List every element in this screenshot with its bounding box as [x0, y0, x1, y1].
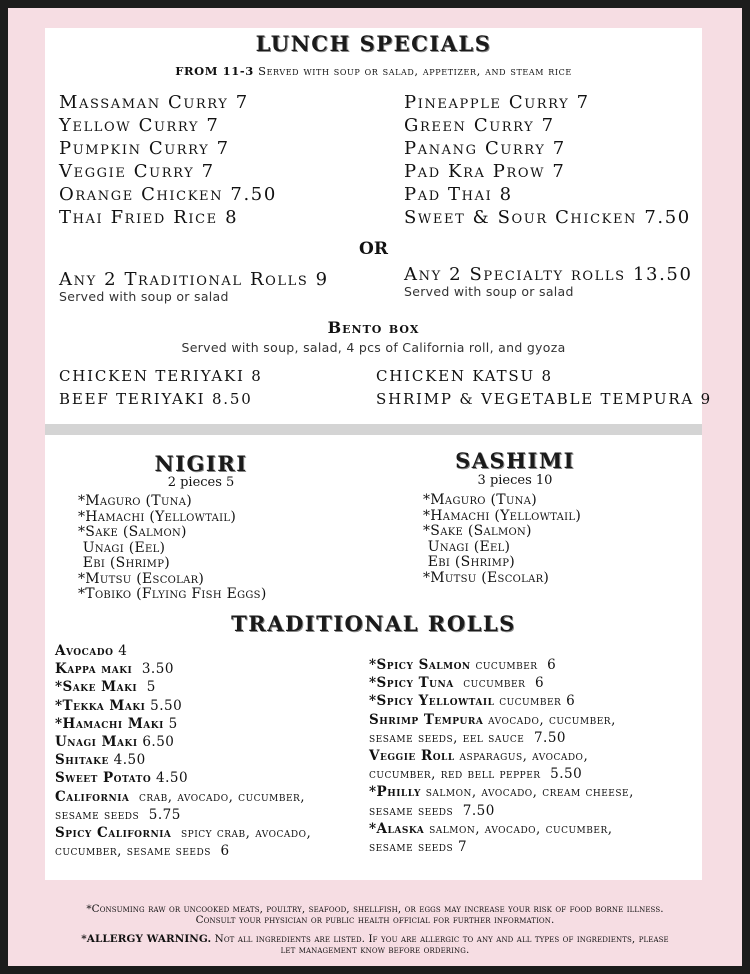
roll-desc: 4 [113, 643, 128, 659]
roll-name: *Tekka Maki [55, 697, 146, 714]
bento-item: CHICKEN TERIYAKI 8 [59, 367, 263, 385]
lunch-item: Orange Chicken 7.50 [59, 184, 277, 205]
roll-item [55, 788, 311, 806]
nigiri-item: *Mutsu (Escolar) [78, 570, 205, 587]
roll-name: *Alaska [369, 820, 425, 837]
roll-name: Sweet Potato [55, 770, 152, 787]
nigiri-item: *Hamachi (Yellowtail) [78, 508, 237, 525]
consumption-warning [8, 904, 742, 926]
allergy-warning [8, 934, 742, 956]
roll-desc: spicy crab, avocado, [171, 825, 312, 842]
sashimi-item: *Hamachi (Yellowtail) [423, 507, 582, 524]
roll-name: Shitake [55, 752, 109, 769]
roll-item [55, 642, 311, 660]
lunch-specials-title: LUNCH SPECIALS [255, 31, 492, 56]
roll-item [369, 692, 634, 710]
roll-item [55, 824, 311, 842]
roll-item [55, 806, 311, 824]
lunch-item: Panang Curry 7 [404, 138, 566, 159]
roll-desc: 5 [137, 679, 156, 696]
lunch-right-column [404, 91, 691, 229]
nigiri-item: *Tobiko (Flying Fish Eggs) [78, 586, 267, 602]
roll-name: Avocado [55, 643, 114, 659]
roll-item [369, 765, 634, 783]
roll-desc: 4.50 [151, 770, 189, 787]
rolls-right-column [369, 656, 634, 856]
roll-item [369, 747, 634, 765]
roll-desc: sesame seeds, eel sauce 7.50 [369, 729, 567, 746]
roll-desc: sesame seeds 7.50 [369, 802, 495, 819]
nigiri-list [78, 494, 267, 603]
lunch-item: Thai Fried Rice 8 [59, 207, 239, 228]
roll-desc: 5 [163, 715, 178, 732]
roll-name: Spicy California [55, 825, 172, 842]
roll-name: Shrimp Tempura [369, 711, 484, 728]
roll-desc: sesame seeds 5.75 [55, 806, 181, 823]
roll-item [55, 733, 311, 751]
roll-item [369, 674, 634, 692]
lunch-item: Massaman Curry 7 [59, 92, 249, 113]
bento-item: BEEF TERIYAKI 8.50 [59, 390, 253, 408]
sashimi-item: *Maguro (Tuna) [423, 492, 538, 508]
nigiri-item: *Maguro (Tuna) [78, 493, 193, 509]
roll-name: *Sake Maki [55, 679, 138, 696]
consumption-warning-line: *Consuming raw or uncooked meats, poultry, seafood, shellfish, or eggs may increase your risk of food borne illness. [86, 903, 664, 915]
lunch-item: Pumpkin Curry 7 [59, 138, 230, 159]
lunch-item: Pineapple Curry 7 [404, 92, 590, 113]
menu-page [8, 8, 742, 966]
sashimi-item: Ebi (Shrimp) [423, 554, 516, 570]
bento-item: SHRIMP & VEGETABLE TEMPURA 9 [376, 390, 712, 408]
roll-desc: cucumber, red bell pepper 5.50 [369, 766, 583, 783]
roll-name: *Spicy Yellowtail [369, 693, 495, 710]
sashimi-price: 3 pieces 10 [477, 473, 553, 488]
roll-name: Kappa maki [55, 661, 133, 678]
sashimi-item: *Sake (Salmon) [423, 523, 532, 539]
roll-desc: 5.50 [145, 697, 183, 714]
roll-desc: cucumber 6 [494, 693, 576, 710]
roll-name: California [55, 788, 130, 805]
roll-item [55, 715, 311, 733]
roll-desc: asparagus, avocado, [454, 748, 589, 765]
consumption-warning-line: Consult your physician or public health official for further information. [195, 914, 555, 926]
roll-item [55, 678, 311, 696]
traditional-rolls-offer: Any 2 Traditional Rolls 9 [59, 269, 329, 290]
rolls-left-column [55, 642, 311, 860]
lunch-left-column [59, 91, 277, 229]
sashimi-title: SASHIMI [455, 448, 575, 473]
specialty-rolls-offer: Any 2 Specialty rolls 13.50 [404, 264, 693, 285]
roll-desc: salmon, avocado, cream cheese, [420, 784, 634, 801]
roll-desc: salmon, avocado, cucumber, [424, 820, 613, 837]
roll-name: Unagi Maki [55, 734, 138, 751]
sashimi-list [423, 493, 581, 586]
bento-note: Served with soup, salad, 4 pcs of California roll, and gyoza [181, 340, 566, 355]
nigiri-title: NIGIRI [154, 451, 248, 476]
roll-desc: crab, avocado, cucumber, [129, 788, 306, 805]
roll-item [55, 751, 311, 769]
lunch-item: Yellow Curry 7 [59, 115, 220, 136]
roll-name: *Spicy Salmon [369, 657, 471, 673]
roll-item [369, 802, 634, 820]
specialty-rolls-note: Served with soup or salad [404, 284, 574, 299]
roll-item [369, 820, 634, 838]
nigiri-price: 2 pieces 5 [167, 475, 235, 490]
roll-desc: avocado, cucumber, [483, 711, 616, 728]
lunch-item: Green Curry 7 [404, 115, 555, 136]
roll-name: *Philly [369, 784, 421, 801]
roll-desc: 4.50 [108, 752, 146, 769]
roll-item [55, 842, 311, 860]
roll-name: Veggie Roll [369, 748, 455, 765]
lunch-includes: Served with soup or salad, appetizer, and steam rice [253, 64, 572, 78]
bento-item: CHICKEN KATSU 8 [376, 367, 553, 385]
allergy-warning-label: *ALLERGY WARNING. [81, 933, 212, 945]
lunch-hours: FROM 11-3 [175, 64, 254, 78]
nigiri-item: *Sake (Salmon) [78, 524, 187, 540]
roll-desc: sesame seeds 7 [369, 839, 468, 856]
roll-desc: cucumber 6 [470, 657, 557, 673]
roll-item [55, 697, 311, 715]
roll-item [369, 783, 634, 801]
roll-name: *Hamachi Maki [55, 715, 164, 732]
sashimi-item: Unagi (Eel) [423, 538, 511, 555]
lunch-item: Veggie Curry 7 [59, 161, 215, 182]
lunch-item: Pad Thai 8 [404, 184, 513, 205]
nigiri-item: Unagi (Eel) [78, 539, 166, 556]
allergy-warning-line: let management know before ordering. [280, 944, 470, 956]
roll-item [369, 656, 634, 674]
roll-item [55, 769, 311, 787]
roll-item [369, 711, 634, 729]
nigiri-item: Ebi (Shrimp) [78, 555, 171, 571]
roll-item [369, 729, 634, 747]
sashimi-item: *Mutsu (Escolar) [423, 569, 550, 586]
roll-item [369, 838, 634, 856]
lunch-item: Pad Kra Prow 7 [404, 161, 566, 182]
roll-desc: cucumber, sesame seeds 6 [55, 843, 230, 860]
roll-desc: 6.50 [137, 734, 175, 751]
section-divider [45, 424, 702, 435]
traditional-rolls-note: Served with soup or salad [59, 289, 229, 304]
allergy-warning-text: Not all ingredients are listed. If you are allergic to any and all types of ingredients, please [211, 933, 669, 945]
bento-title: Bento box [327, 318, 420, 337]
roll-name: *Spicy Tuna [369, 675, 454, 692]
or-separator: OR [359, 239, 388, 259]
roll-item [55, 660, 311, 678]
traditional-rolls-title: TRADITIONAL ROLLS [231, 611, 516, 636]
roll-desc: cucumber 6 [453, 675, 545, 692]
roll-desc: 3.50 [132, 661, 174, 678]
lunch-item: Sweet & Sour Chicken 7.50 [404, 207, 691, 228]
lunch-specials-subtitle [45, 64, 702, 78]
menu-panel [45, 28, 712, 880]
